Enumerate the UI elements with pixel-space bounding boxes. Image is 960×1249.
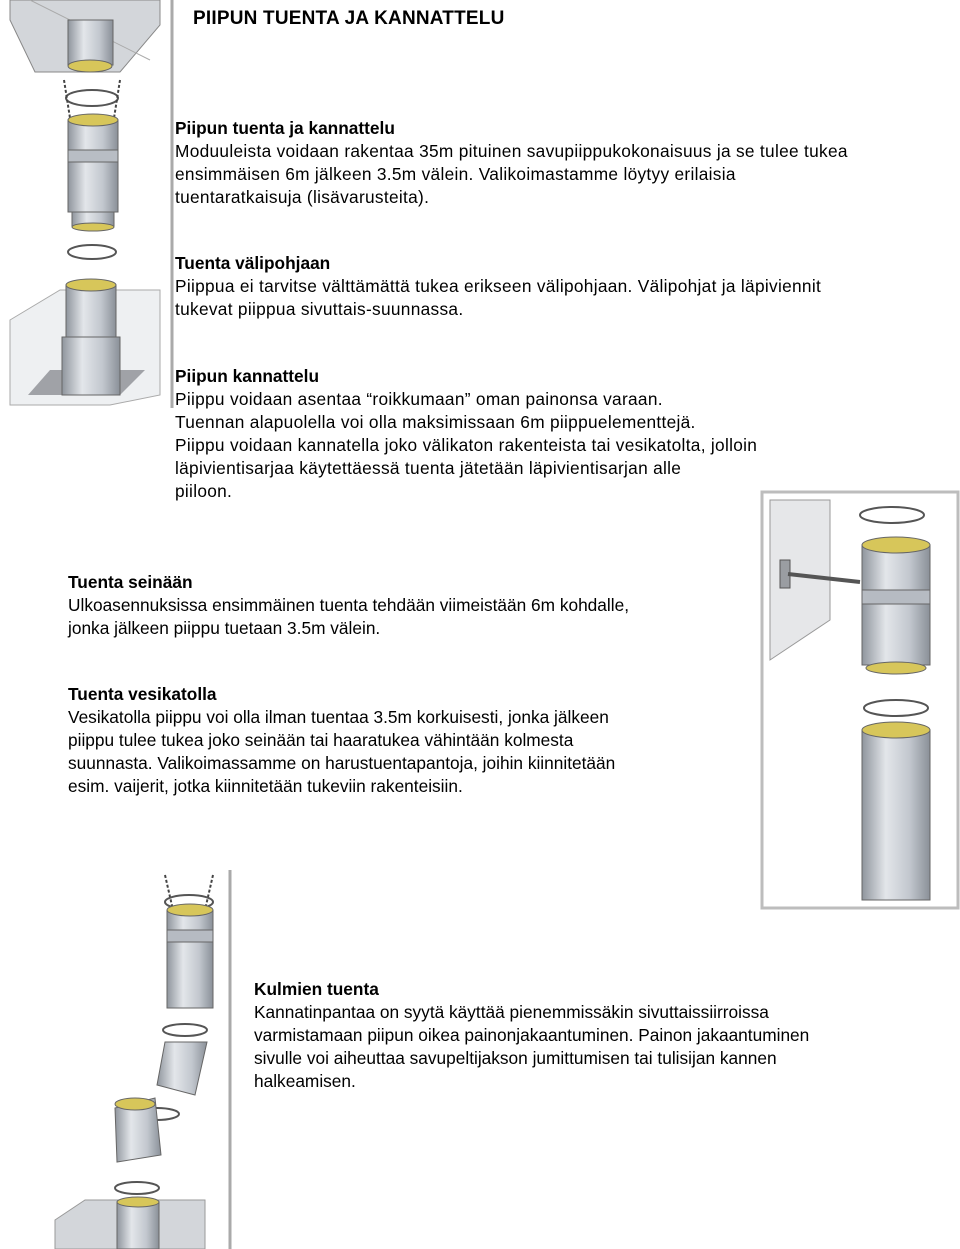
section-chimney-support — [175, 117, 848, 209]
text-line: halkeamisen. — [254, 1071, 356, 1091]
text-line: tuentaratkaisuja (lisävarusteita). — [175, 187, 430, 207]
text-line: jonka jälkeen piippu tuetaan 3.5m välein. — [68, 618, 381, 638]
section-heading: Piipun kannattelu — [175, 366, 320, 386]
section-heading: Piipun tuenta ja kannattelu — [175, 118, 395, 138]
text-line: läpivientisarjaa käytettäessä tuenta jätetään läpivientisarjan alle — [175, 458, 682, 478]
section-heading: Tuenta välipohjaan — [175, 253, 331, 273]
section-floor-support — [175, 252, 821, 321]
section-heading: Tuenta vesikatolla — [68, 684, 217, 704]
section-wall-support — [68, 571, 629, 640]
text-line: tukevat piippua sivuttais-suunnassa. — [175, 299, 464, 319]
ceiling-support-illustration — [0, 0, 175, 410]
text-line: Piippua ei tarvitse välttämättä tukea erikseen välipohjaan. Välipohjat ja läpiviennit — [175, 276, 822, 296]
text-line: Tuennan alapuolella voi olla maksimissaan 6m piippuelementtejä. — [175, 412, 696, 432]
text-line: suunnasta. Valikoimassamme on harustuentapantoja, joihin kiinnitetään — [68, 753, 616, 773]
text-line: Ulkoasennuksissa ensimmäinen tuenta tehdään viimeistään 6m kohdalle, — [68, 595, 629, 615]
text-line: Vesikatolla piippu voi olla ilman tuentaa 3.5m korkuisesti, jonka jälkeen — [68, 707, 609, 727]
text-line: varmistamaan piipun oikea painonjakaantuminen. Painon jakaantuminen — [254, 1025, 810, 1045]
text-line: Piippu voidaan asentaa “roikkumaan” oman painonsa varaan. — [175, 389, 663, 409]
text-line: ensimmäisen 6m jälkeen 3.5m välein. Valikoimastamme löytyy erilaisia — [175, 164, 736, 184]
page-title: PIIPUN TUENTA JA KANNATTELU — [193, 8, 505, 29]
text-line: sivulle voi aiheuttaa savupeltijakson jumittumisen tai tulisijan kannen — [254, 1048, 777, 1068]
section-chimney-carrying — [175, 365, 757, 503]
text-line: esim. vaijerit, jotka kiinnitetään tukeviin rakenteisiin. — [68, 776, 463, 796]
text-line: Moduuleista voidaan rakentaa 35m pituinen savupiippukokonaisuus ja se tulee tukea — [175, 141, 848, 161]
section-roof-support — [68, 683, 615, 798]
section-elbow-support — [254, 978, 809, 1093]
text-line: piiloon. — [175, 481, 233, 501]
elbow-support-illustration — [55, 870, 245, 1249]
text-line: piippu tulee tukea joko seinään tai haaratukea vähintään kolmesta — [68, 730, 574, 750]
wall-support-illustration — [760, 490, 960, 910]
text-line: Piippu voidaan kannatella joko välikaton rakenteista tai vesikatolta, jolloin — [175, 435, 758, 455]
section-heading: Tuenta seinään — [68, 572, 193, 592]
text-line: Kannatinpantaa on syytä käyttää pienemmissäkin sivuttaissiirroissa — [254, 1002, 769, 1022]
section-heading: Kulmien tuenta — [254, 979, 379, 999]
